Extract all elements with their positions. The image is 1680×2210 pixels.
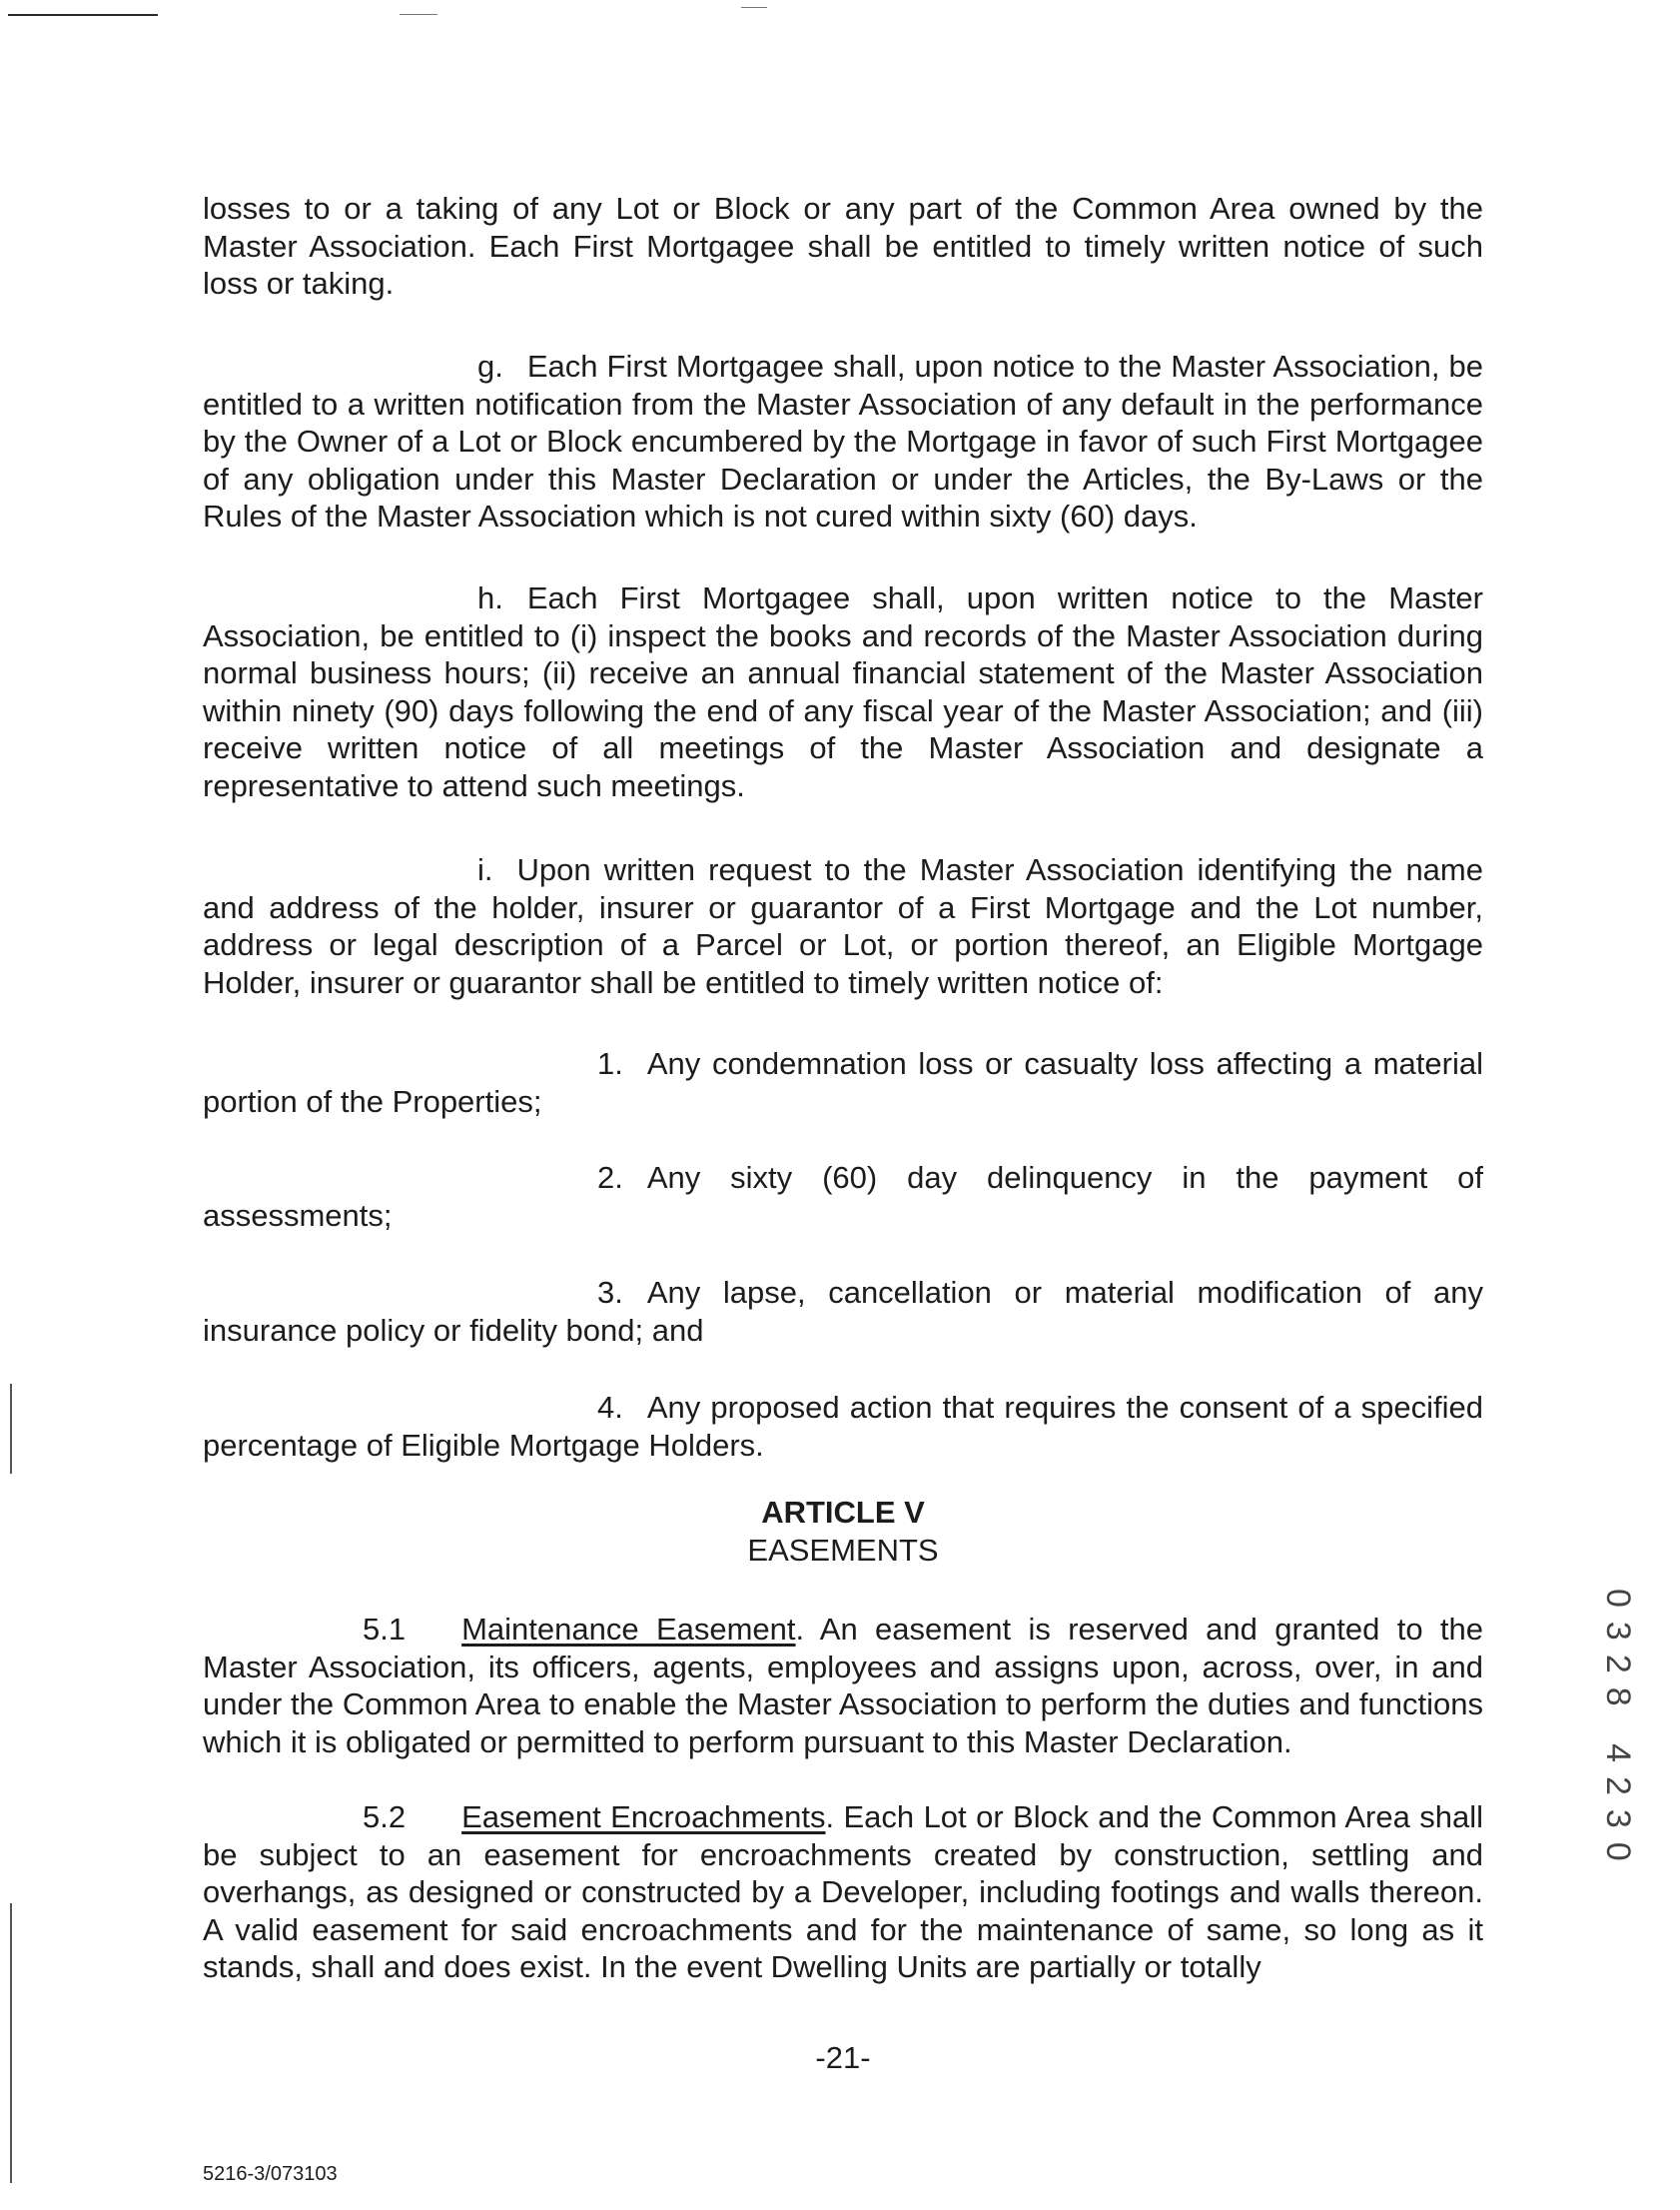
document-code: 5216-3/073103 [203, 2163, 338, 2185]
scan-artifact-line [741, 7, 767, 8]
list-item-text: Any proposed action that requires the consent of a specified percentage of Eligible Mortgage Holders. [203, 1390, 1483, 1463]
section-text: . Each Lot or Block and the Common Area shall be subject to an easement for encroachments created by construction, settling and overhangs, as designed or constructed by a Developer, including footings and walls thereon. A valid easement for said encroachments and for the maintenance of same, so long as it stands, shall and does exist. In the event Dwelling Units are partially or totally [203, 1799, 1483, 1984]
list-item-4 [203, 1389, 1483, 1464]
item-label: h. [477, 580, 503, 615]
item-label: g. [477, 349, 503, 384]
list-item-text: Any condemnation loss or casualty loss affecting a material portion of the Properties; [203, 1046, 1483, 1119]
article-subtitle: EASEMENTS [747, 1533, 939, 1568]
item-label: 2. [597, 1160, 623, 1195]
paragraph-continuation [203, 190, 1483, 303]
paragraph-h [203, 579, 1483, 804]
article-title: ARTICLE V [761, 1495, 925, 1530]
list-item-text: Any sixty (60) day delinquency in the payment of assessments; [203, 1160, 1483, 1233]
item-label: i. [477, 852, 493, 887]
section-title: Maintenance Easement [461, 1612, 796, 1647]
scan-artifact-line [10, 1384, 12, 1474]
item-label: 1. [597, 1046, 623, 1081]
section-number: 5.2 [363, 1799, 407, 1834]
article-heading [203, 1494, 1483, 1570]
item-label: 3. [597, 1275, 623, 1310]
paragraph-text: losses to or a taking of any Lot or Block or any part of the Common Area owned by the Master Association. Each First Mortgagee shall be entitled to timely written notice of such loss or taking. [203, 191, 1483, 301]
list-item-2 [203, 1159, 1483, 1234]
section-title: Easement Encroachments [461, 1799, 826, 1834]
paragraph-g [203, 348, 1483, 536]
page-number: -21- [815, 2040, 871, 2075]
section-5-1 [203, 1611, 1483, 1760]
margin-stamp: 0328 4230 [1599, 1589, 1637, 1875]
paragraph-text: Each First Mortgagee shall, upon written notice to the Master Association, be entitled to (i) inspect the books and records of the Master Association during normal business hours; (ii) receive an annual financial statement of the Master Association within ninety (90) days following the end of any fiscal year of the Master Association; and (iii) receive written notice of all meetings of the Master Association and designate a representative to attend such meetings. [203, 580, 1483, 803]
scan-artifact-line [8, 14, 158, 16]
section-number: 5.1 [363, 1612, 407, 1647]
scan-artifact-line [400, 14, 437, 15]
section-5-2 [203, 1798, 1483, 1986]
paragraph-text: Each First Mortgagee shall, upon notice to the Master Association, be entitled to a written notification from the Master Association of any default in the performance by the Owner of a Lot or Block encumbered by the Mortgage in favor of such First Mortgagee of any obligation under this Master Declaration or under the Articles, the By-Laws or the Rules of the Master Association which is not cured within sixty (60) days. [203, 349, 1483, 534]
section-text: . An easement is reserved and granted to the Master Association, its officers, agents, employees and assigns upon, across, over, in and under the Common Area to enable the Master Association to perform the duties and functions which it is obligated or permitted to perform pursuant to this Master Declaration. [203, 1612, 1483, 1759]
list-item-3 [203, 1274, 1483, 1349]
paragraph-text: Upon written request to the Master Association identifying the name and address of the holder, insurer or guarantor of a First Mortgage and the Lot number, address or legal description of a Parcel or Lot, or portion thereof, an Eligible Mortgage Holder, insurer or guarantor shall be entitled to timely written notice of: [203, 852, 1483, 1000]
list-item-1 [203, 1045, 1483, 1120]
item-label: 4. [597, 1390, 623, 1425]
scan-artifact-line [10, 1903, 12, 2183]
list-item-text: Any lapse, cancellation or material modification of any insurance policy or fidelity bond; and [203, 1275, 1483, 1348]
paragraph-i [203, 851, 1483, 1001]
